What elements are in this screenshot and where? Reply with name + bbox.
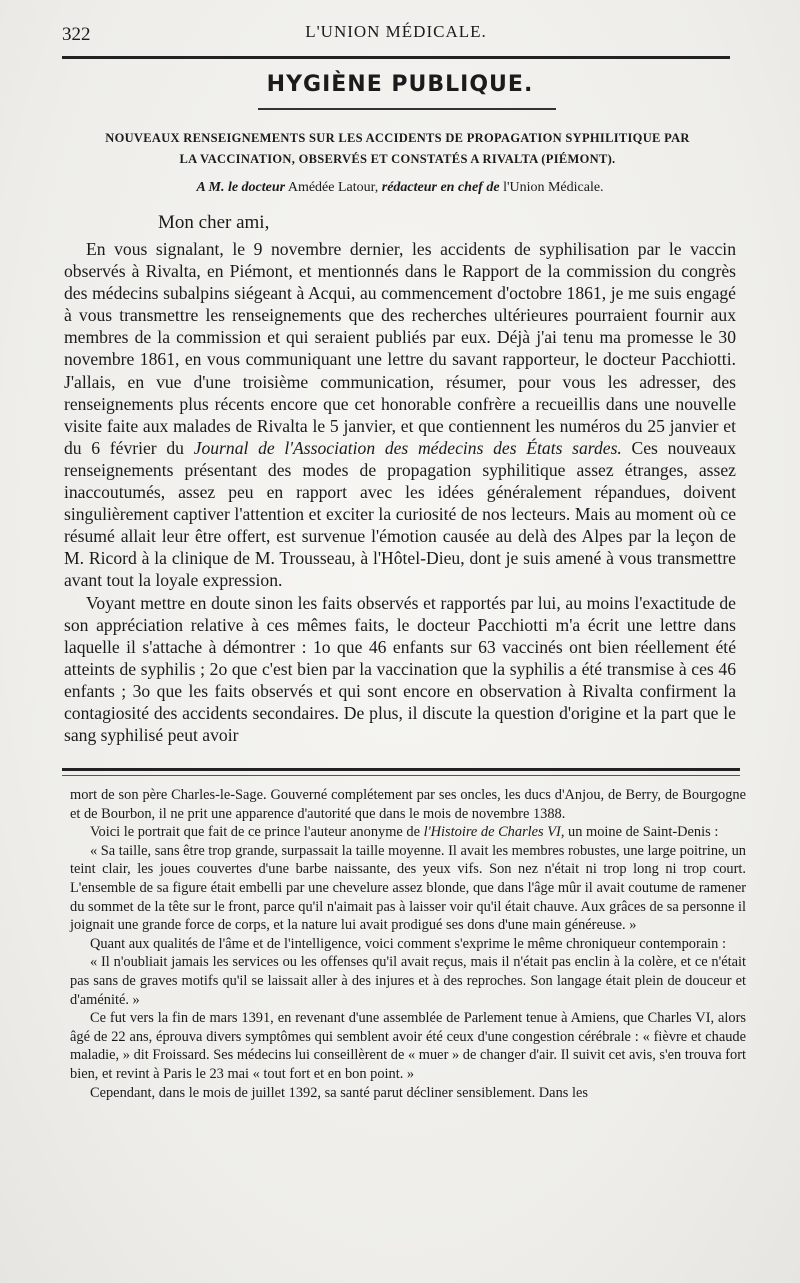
footnote-paragraph-2	[70, 823, 746, 842]
section-title-rule	[258, 108, 556, 110]
header-rule	[62, 56, 730, 59]
footnote-paragraph-3: « Sa taille, sans être trop grande, surpassait la taille moyenne. Il avait les membres robustes, une large poitrine, un teint clair, les joues couvertes d'une barbe naissante, des yeux vifs. Son nez n'était ni trop long ni trop court. L'ensemble de sa figure était embelli par une chevelure assez blonde, que dans l'âge mûr il avait coutume de ramener du sommet de la tête sur le front, parce qu'il n'aimait pas à laisser voir qu'il était chauve. Aux grâces de sa personne il joignait une grande force de corps, et la nature lui avait prodigué ses dons d'une main généreuse. »	[70, 842, 746, 934]
dedication-role: rédacteur en chef de	[381, 180, 500, 195]
body-paragraph-1	[64, 238, 736, 592]
main-body	[64, 238, 736, 746]
article-title-line-2: LA VACCINATION, OBSERVÉS ET CONSTATÉS A RIVALTA (PIÉMONT).	[179, 152, 616, 166]
footnote-paragraph-2-part-b: un moine de Saint-Denis :	[568, 824, 719, 841]
body-paragraph-2: Voyant mettre en doute sinon les faits observés et rapportés par lui, au moins l'exactitude de son appréciation relative à ces mêmes faits, le docteur Pacchiotti m'a écrit une lettre dans laquelle il s'attache à démontrer : 1o que 46 enfants sur 63 vaccinés ont bien réellement été atteints de syphilis ; 2o que c'est bien par la vaccination que la syphilis a été transmise à ces 46 enfants ; 3o que les faits observés et qui sont encore en observation à Rivalta confirment la contagiosité des accidents secondaires. De plus, il discute la question d'origine et la part que le sang syphilisé peut avoir	[64, 592, 736, 746]
dedication-prefix: A M. le docteur	[196, 180, 286, 195]
footnote-separator-rule	[62, 768, 740, 776]
salutation: Mon cher ami,	[158, 212, 270, 233]
section-title: HYGIÈNE PUBLIQUE.	[266, 72, 534, 97]
footnote-paragraph-7: Cependant, dans le mois de juillet 1392, sa santé parut décliner sensiblement. Dans les	[90, 1084, 588, 1101]
dedication	[0, 180, 800, 196]
footnote-block	[70, 786, 746, 1102]
dedication-journal: l'Union Médicale.	[503, 180, 604, 195]
body-paragraph-1-part-a: En vous signalant, le 9 novembre dernier, les accidents de syphilisation par le vaccin observés à Rivalta, en Piémont, et mentionnés dans le Rapport de la commission du congrès des médecins subalpins siégeant à Acqui, au commencement d'octobre 1861, je me suis engagé à vous transmettre les renseignements que des recherches ultérieures pourraient fournir aux membres de la commission et qui seraient publiés par eux. Déjà j'ai tenu ma promesse le 30 novembre 1861, en vous communiquant une lettre du savant rapporteur, le docteur Pacchiotti. J'allais, en vue d'une troisième communication, résumer, pour vous les adresser, des renseignements plus récents encore que cet honorable confrère a recueillis dans une nouvelle visite faite aux malades de Rivalta le 5 janvier, et que contiennent les numéros du 25 janvier et du 6 février du	[64, 239, 736, 458]
running-head: L'UNION MÉDICALE.	[305, 22, 487, 41]
footnote-paragraph-5: « Il n'oubliait jamais les services ou les offenses qu'il avait reçus, mais il n'était pas enclin à la colère, et ce n'était pas sans de graves motifs qu'il se laissait aller à des injures et à des reproches. Son langage était plein de douceur et d'aménité. »	[70, 954, 746, 1008]
footnote-paragraph-1: mort de son père Charles-le-Sage. Gouverné complétement par ses oncles, les ducs d'Anjou, de Berry, de Bourgogne et de Bourbon, il ne prit une apparence d'autorité que dans le mois de novembre 1388.	[70, 787, 746, 822]
footnote-paragraph-2-part-a: Voici le portrait que fait de ce prince l'auteur anonyme de	[90, 824, 420, 841]
page-number: 322	[62, 24, 91, 45]
article-title-line-1: NOUVEAUX RENSEIGNEMENTS SUR LES ACCIDENTS DE PROPAGATION SYPHILITIQUE PAR	[105, 131, 690, 145]
footnote-paragraph-6: Ce fut vers la fin de mars 1391, en revenant d'une assemblée de Parlement tenue à Amiens, que Charles VI, alors âgé de 22 ans, éprouva divers symptômes qui semblent avoir été ceux d'une congestion cérébrale : « fièvre et chaude maladie, » dit Froissard. Ses médecins lui conseillèrent de « muer » de changer d'air. Il suivit cet avis, s'en trouva fort bien, et revint à Paris le 23 mai « tout fort et en bon point. »	[70, 1010, 746, 1082]
body-paragraph-1-part-b: Ces nouveaux renseignements présentant des modes de propagation syphilitique assez étranges, assez inaccoutumés, assez peu en rapport avec les idées généralement répandues, doivent singulièrement captiver l'attention et exciter la curiosité de nos lecteurs. Mais au moment où ce résumé allait leur être offert, est survenue l'émotion causée au delà des Alpes par la leçon de M. Ricord à la clinique de M. Trousseau, à l'Hôtel-Dieu, dont je suis amené à vous transmettre avant tout la loyale expression.	[64, 437, 736, 591]
article-title	[60, 128, 735, 170]
book-title: l'Histoire de Charles VI,	[423, 824, 565, 841]
footnote-paragraph-4: Quant aux qualités de l'âme et de l'intelligence, voici comment s'exprime le même chroniqueur contemporain :	[90, 935, 726, 952]
page-header	[62, 20, 730, 50]
journal-title: Journal de l'Association des médecins des États sardes.	[193, 437, 622, 458]
dedication-name: Amédée Latour,	[287, 180, 379, 195]
